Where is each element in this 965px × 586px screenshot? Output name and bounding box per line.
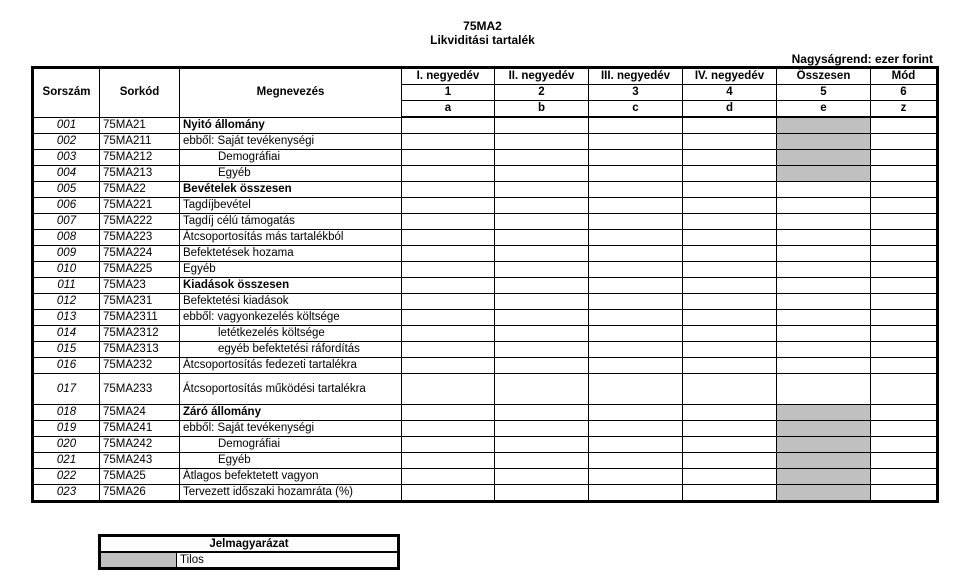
value-cell[interactable]: [495, 326, 589, 342]
row-number: 002: [33, 134, 100, 150]
value-cell[interactable]: [871, 214, 938, 230]
row-number: 003: [33, 150, 100, 166]
value-cell[interactable]: [871, 326, 938, 342]
table-row: [33, 246, 938, 262]
value-cell[interactable]: [871, 405, 938, 421]
row-number: 012: [33, 294, 100, 310]
row-code: 75MA211: [100, 134, 180, 150]
row-name: Átlagos befektetett vagyon: [180, 469, 402, 485]
value-cell[interactable]: [402, 150, 495, 166]
value-cell[interactable]: [495, 278, 589, 294]
value-cell[interactable]: [683, 117, 777, 134]
value-cell[interactable]: [495, 214, 589, 230]
row-number: 016: [33, 358, 100, 374]
header-col-letter: e: [777, 101, 871, 118]
row-number: 019: [33, 421, 100, 437]
value-cell[interactable]: [402, 437, 495, 453]
row-name: Egyéb: [180, 262, 402, 278]
row-code: 75MA26: [100, 485, 180, 502]
value-cell[interactable]: [777, 294, 871, 310]
row-code: 75MA2311: [100, 310, 180, 326]
value-cell[interactable]: [871, 166, 938, 182]
row-number: 022: [33, 469, 100, 485]
row-name: Demográfiai: [180, 150, 402, 166]
value-cell[interactable]: [683, 485, 777, 502]
table-row: [33, 358, 938, 374]
header-col-number: 5: [777, 85, 871, 101]
value-cell[interactable]: [495, 166, 589, 182]
table-row: [33, 469, 938, 485]
value-cell[interactable]: [777, 117, 871, 134]
header-col-name: I. negyedév: [402, 68, 495, 85]
unit-note: Nagyságrend: ezer forint: [791, 52, 933, 66]
value-cell[interactable]: [402, 182, 495, 198]
value-cell[interactable]: [495, 437, 589, 453]
value-cell[interactable]: [777, 453, 871, 469]
value-cell[interactable]: [495, 246, 589, 262]
row-code: 75MA21: [100, 117, 180, 134]
row-code: 75MA241: [100, 421, 180, 437]
value-cell[interactable]: [777, 166, 871, 182]
value-cell[interactable]: [777, 405, 871, 421]
value-cell[interactable]: [683, 246, 777, 262]
value-cell[interactable]: [683, 294, 777, 310]
value-cell[interactable]: [495, 358, 589, 374]
table-row: [33, 310, 938, 326]
row-code: 75MA25: [100, 469, 180, 485]
value-cell[interactable]: [495, 421, 589, 437]
value-cell[interactable]: [777, 310, 871, 326]
header-col-number: 1: [402, 85, 495, 101]
value-cell[interactable]: [589, 358, 683, 374]
value-cell[interactable]: [402, 310, 495, 326]
value-cell[interactable]: [777, 182, 871, 198]
value-cell[interactable]: [777, 262, 871, 278]
value-cell[interactable]: [589, 342, 683, 358]
value-cell[interactable]: [777, 214, 871, 230]
value-cell[interactable]: [777, 134, 871, 150]
header-col-letter: z: [871, 101, 938, 118]
row-number: 001: [33, 117, 100, 134]
table-row: [33, 278, 938, 294]
value-cell[interactable]: [589, 294, 683, 310]
value-cell[interactable]: [495, 453, 589, 469]
value-cell[interactable]: [589, 214, 683, 230]
value-cell[interactable]: [402, 342, 495, 358]
header-col-letter: b: [495, 101, 589, 118]
value-cell[interactable]: [402, 246, 495, 262]
value-cell[interactable]: [495, 294, 589, 310]
form-subtitle: Likviditási tartalék: [430, 33, 535, 47]
value-cell[interactable]: [402, 374, 495, 405]
table-row: [33, 437, 938, 453]
value-cell[interactable]: [683, 469, 777, 485]
value-cell[interactable]: [495, 117, 589, 134]
value-cell[interactable]: [683, 342, 777, 358]
value-cell[interactable]: [589, 198, 683, 214]
value-cell[interactable]: [683, 214, 777, 230]
value-cell[interactable]: [495, 374, 589, 405]
value-cell[interactable]: [589, 134, 683, 150]
value-cell[interactable]: [402, 166, 495, 182]
header-col-number: 6: [871, 85, 938, 101]
row-name: Befektetések hozama: [180, 246, 402, 262]
legend-table: [98, 534, 400, 570]
row-code: 75MA242: [100, 437, 180, 453]
value-cell[interactable]: [495, 262, 589, 278]
row-number: 023: [33, 485, 100, 502]
value-cell[interactable]: [402, 469, 495, 485]
value-cell[interactable]: [589, 437, 683, 453]
header-col-number: 2: [495, 85, 589, 101]
legend-title: Jelmagyarázat: [100, 536, 399, 553]
value-cell[interactable]: [402, 117, 495, 134]
value-cell[interactable]: [495, 405, 589, 421]
header-sorszam: Sorszám: [33, 68, 100, 118]
value-cell[interactable]: [871, 230, 938, 246]
row-code: 75MA22: [100, 182, 180, 198]
value-cell[interactable]: [871, 150, 938, 166]
value-cell[interactable]: [589, 230, 683, 246]
value-cell[interactable]: [871, 134, 938, 150]
row-number: 021: [33, 453, 100, 469]
value-cell[interactable]: [589, 453, 683, 469]
value-cell[interactable]: [777, 150, 871, 166]
row-number: 011: [33, 278, 100, 294]
value-cell[interactable]: [871, 421, 938, 437]
row-code: 75MA223: [100, 230, 180, 246]
header-col-number: 3: [589, 85, 683, 101]
row-code: 75MA224: [100, 246, 180, 262]
value-cell[interactable]: [871, 469, 938, 485]
value-cell[interactable]: [589, 246, 683, 262]
row-number: 018: [33, 405, 100, 421]
header-col-name: Mód: [871, 68, 938, 85]
row-name: Bevételek összesen: [180, 182, 402, 198]
row-number: 007: [33, 214, 100, 230]
header-col-name: III. negyedév: [589, 68, 683, 85]
row-name: Tervezett időszaki hozamráta (%): [180, 485, 402, 502]
header-col-letter: d: [683, 101, 777, 118]
value-cell[interactable]: [871, 117, 938, 134]
value-cell[interactable]: [683, 358, 777, 374]
value-cell[interactable]: [683, 278, 777, 294]
row-name: Átcsoportosítás fedezeti tartalékra: [180, 358, 402, 374]
value-cell[interactable]: [871, 246, 938, 262]
value-cell[interactable]: [589, 310, 683, 326]
value-cell[interactable]: [589, 182, 683, 198]
row-name: Tagdíj célú támogatás: [180, 214, 402, 230]
row-code: 75MA243: [100, 453, 180, 469]
row-code: 75MA2312: [100, 326, 180, 342]
header-col-name: II. negyedév: [495, 68, 589, 85]
row-name: ebből: vagyonkezelés költsége: [180, 310, 402, 326]
value-cell[interactable]: [402, 278, 495, 294]
value-cell[interactable]: [402, 358, 495, 374]
row-number: 004: [33, 166, 100, 182]
value-cell[interactable]: [589, 278, 683, 294]
value-cell[interactable]: [589, 326, 683, 342]
value-cell[interactable]: [683, 326, 777, 342]
value-cell[interactable]: [589, 405, 683, 421]
value-cell[interactable]: [871, 437, 938, 453]
value-cell[interactable]: [402, 421, 495, 437]
value-cell[interactable]: [777, 437, 871, 453]
value-cell[interactable]: [589, 166, 683, 182]
value-cell[interactable]: [495, 310, 589, 326]
value-cell[interactable]: [402, 485, 495, 502]
data-table: [31, 66, 939, 503]
row-name: Átcsoportosítás működési tartalékra: [180, 374, 402, 405]
value-cell[interactable]: [871, 342, 938, 358]
value-cell[interactable]: [871, 374, 938, 405]
row-code: 75MA221: [100, 198, 180, 214]
row-code: 75MA213: [100, 166, 180, 182]
value-cell[interactable]: [871, 310, 938, 326]
row-name: ebből: Saját tevékenységi: [180, 421, 402, 437]
value-cell[interactable]: [495, 469, 589, 485]
table-row: [33, 374, 938, 405]
table-row: [33, 230, 938, 246]
value-cell[interactable]: [777, 421, 871, 437]
value-cell[interactable]: [683, 166, 777, 182]
table-row: [33, 198, 938, 214]
header-col-name: Összesen: [777, 68, 871, 85]
value-cell[interactable]: [589, 117, 683, 134]
table-row: [33, 421, 938, 437]
value-cell[interactable]: [871, 182, 938, 198]
table-row: [33, 326, 938, 342]
row-name: egyéb befektetési ráfordítás: [180, 342, 402, 358]
row-name: Befektetési kiadások: [180, 294, 402, 310]
value-cell[interactable]: [402, 405, 495, 421]
row-name: letétkezelés költsége: [180, 326, 402, 342]
row-name: Nyitó állomány: [180, 117, 402, 134]
value-cell[interactable]: [402, 294, 495, 310]
row-name: ebből: Saját tevékenységi: [180, 134, 402, 150]
row-number: 005: [33, 182, 100, 198]
value-cell[interactable]: [777, 342, 871, 358]
value-cell[interactable]: [495, 150, 589, 166]
row-number: 017: [33, 374, 100, 405]
row-code: 75MA24: [100, 405, 180, 421]
value-cell[interactable]: [777, 246, 871, 262]
value-cell[interactable]: [871, 358, 938, 374]
value-cell[interactable]: [495, 134, 589, 150]
row-name: Kiadások összesen: [180, 278, 402, 294]
value-cell[interactable]: [402, 453, 495, 469]
value-cell[interactable]: [683, 198, 777, 214]
value-cell[interactable]: [589, 421, 683, 437]
value-cell[interactable]: [777, 198, 871, 214]
table-row: [33, 294, 938, 310]
value-cell[interactable]: [777, 358, 871, 374]
row-code: 75MA225: [100, 262, 180, 278]
row-number: 015: [33, 342, 100, 358]
value-cell[interactable]: [402, 230, 495, 246]
value-cell[interactable]: [777, 374, 871, 405]
value-cell[interactable]: [871, 294, 938, 310]
value-cell[interactable]: [683, 437, 777, 453]
value-cell[interactable]: [495, 182, 589, 198]
value-cell[interactable]: [871, 453, 938, 469]
value-cell[interactable]: [683, 262, 777, 278]
value-cell[interactable]: [777, 485, 871, 502]
header-sorkod: Sorkód: [100, 68, 180, 118]
table-row: [33, 453, 938, 469]
row-code: 75MA233: [100, 374, 180, 405]
row-code: 75MA2313: [100, 342, 180, 358]
table-row: [33, 214, 938, 230]
value-cell[interactable]: [777, 469, 871, 485]
value-cell[interactable]: [589, 262, 683, 278]
table-row: [33, 134, 938, 150]
row-name: Egyéb: [180, 166, 402, 182]
form-code-title: 75MA2: [463, 19, 502, 33]
value-cell[interactable]: [871, 198, 938, 214]
value-cell[interactable]: [589, 469, 683, 485]
row-number: 010: [33, 262, 100, 278]
value-cell[interactable]: [683, 230, 777, 246]
value-cell[interactable]: [871, 278, 938, 294]
value-cell[interactable]: [683, 182, 777, 198]
header-megnevezes: Megnevezés: [180, 68, 402, 118]
row-number: 008: [33, 230, 100, 246]
row-number: 020: [33, 437, 100, 453]
row-code: 75MA212: [100, 150, 180, 166]
row-number: 006: [33, 198, 100, 214]
header-col-letter: a: [402, 101, 495, 118]
table-row: [33, 182, 938, 198]
table-row: [33, 166, 938, 182]
header-col-letter: c: [589, 101, 683, 118]
value-cell[interactable]: [683, 405, 777, 421]
row-number: 014: [33, 326, 100, 342]
header-col-number: 4: [683, 85, 777, 101]
value-cell[interactable]: [683, 134, 777, 150]
value-cell[interactable]: [683, 453, 777, 469]
value-cell[interactable]: [777, 278, 871, 294]
row-code: 75MA23: [100, 278, 180, 294]
row-code: 75MA231: [100, 294, 180, 310]
value-cell[interactable]: [589, 150, 683, 166]
value-cell[interactable]: [402, 214, 495, 230]
value-cell[interactable]: [589, 485, 683, 502]
table-row: [33, 342, 938, 358]
value-cell[interactable]: [495, 230, 589, 246]
row-name: Demográfiai: [180, 437, 402, 453]
row-name: Tagdíjbevétel: [180, 198, 402, 214]
value-cell[interactable]: [683, 150, 777, 166]
row-name: Átcsoportosítás más tartalékból: [180, 230, 402, 246]
legend-swatch: [100, 552, 177, 569]
table-row: [33, 150, 938, 166]
row-code: 75MA222: [100, 214, 180, 230]
table-row: [33, 262, 938, 278]
row-name: Egyéb: [180, 453, 402, 469]
legend-label: Tilos: [177, 552, 399, 569]
value-cell[interactable]: [683, 310, 777, 326]
value-cell[interactable]: [495, 342, 589, 358]
value-cell[interactable]: [402, 198, 495, 214]
table-row: [33, 117, 938, 134]
value-cell[interactable]: [495, 198, 589, 214]
row-number: 013: [33, 310, 100, 326]
value-cell[interactable]: [683, 421, 777, 437]
value-cell[interactable]: [777, 326, 871, 342]
row-code: 75MA232: [100, 358, 180, 374]
value-cell[interactable]: [683, 374, 777, 405]
header-col-name: IV. negyedév: [683, 68, 777, 85]
value-cell[interactable]: [495, 485, 589, 502]
value-cell[interactable]: [777, 230, 871, 246]
value-cell[interactable]: [589, 374, 683, 405]
value-cell[interactable]: [402, 262, 495, 278]
row-number: 009: [33, 246, 100, 262]
row-name: Záró állomány: [180, 405, 402, 421]
value-cell[interactable]: [402, 326, 495, 342]
table-row: [33, 485, 938, 502]
value-cell[interactable]: [871, 262, 938, 278]
table-row: [33, 405, 938, 421]
value-cell[interactable]: [402, 134, 495, 150]
value-cell[interactable]: [871, 485, 938, 502]
